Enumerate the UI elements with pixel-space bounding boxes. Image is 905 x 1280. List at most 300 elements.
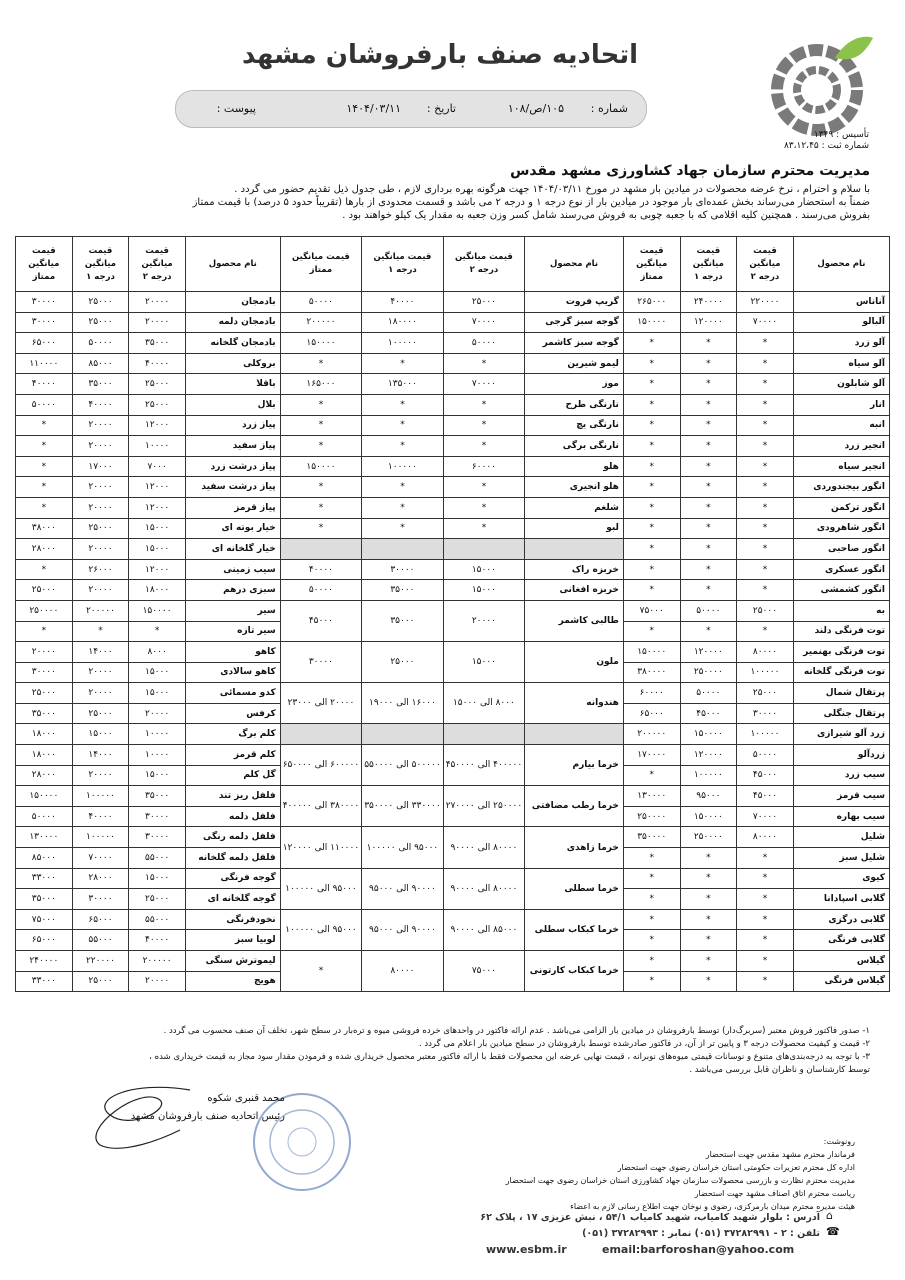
price-cell: ۲۵۰۰۰۰ bbox=[680, 827, 737, 848]
price-cell: ۱۲۰۰۰ bbox=[129, 477, 186, 498]
price-cell: ۱۷۰۰۰۰ bbox=[623, 745, 680, 766]
footer-website[interactable]: www.esbm.ir bbox=[486, 1243, 567, 1256]
price-cell: ۷۰۰۰۰ bbox=[443, 312, 525, 333]
product-name-cell: فلفل دلمه گلخانه bbox=[185, 848, 280, 869]
price-cell: ۱۸۰۰۰ bbox=[16, 724, 73, 745]
price-cell: * bbox=[680, 559, 737, 580]
price-cell: ۳۰۰۰۰ bbox=[280, 642, 362, 683]
product-name-cell: سبزی درهم bbox=[185, 580, 280, 601]
price-cell: * bbox=[737, 477, 794, 498]
price-cell: ۱۰۰۰۰ bbox=[129, 436, 186, 457]
product-name-cell: خربزه افغانی bbox=[525, 580, 624, 601]
price-cell: ۱۰۰۰۰۰ bbox=[72, 786, 129, 807]
price-cell: ۱۵۰۰۰۰ bbox=[680, 806, 737, 827]
price-cell: * bbox=[680, 456, 737, 477]
price-cell: ۱۴۰۰۰ bbox=[72, 745, 129, 766]
price-cell: ۱۰۰۰۰۰ bbox=[362, 333, 444, 354]
product-name-cell: گیلاس bbox=[793, 951, 889, 972]
price-cell: ۸۵۰۰۰ الی ۹۰۰۰۰ bbox=[443, 909, 525, 950]
price-cell: ۶۰۰۰۰ bbox=[443, 456, 525, 477]
price-cell: ۴۰۰۰۰ bbox=[362, 292, 444, 313]
price-cell: ۲۵۰۰۰ bbox=[443, 292, 525, 313]
price-cell: ۱۵۰۰۰ bbox=[129, 518, 186, 539]
price-cell: ۲۵۰۰۰ bbox=[362, 642, 444, 683]
price-cell: * bbox=[623, 436, 680, 457]
price-cell: * bbox=[623, 518, 680, 539]
product-name-cell: سیر تازه bbox=[185, 621, 280, 642]
number-value: ۱۰۵/ص/۱۰۸ bbox=[507, 102, 564, 115]
product-name-cell: کاهو bbox=[185, 642, 280, 663]
price-cell: ۱۱۰۰۰۰ الی ۱۲۰۰۰۰ bbox=[280, 827, 362, 868]
price-cell: ۳۳۰۰۰ bbox=[16, 868, 73, 889]
price-cell: ۱۸۰۰۰ bbox=[16, 745, 73, 766]
price-cell: ۲۴۰۰۰۰ bbox=[16, 951, 73, 972]
price-cell: ۷۰۰۰۰ bbox=[72, 848, 129, 869]
product-name-cell: نارنگی برگی bbox=[525, 436, 624, 457]
footer-email[interactable]: email:barforoshan@yahoo.com bbox=[602, 1243, 795, 1256]
price-cell: * bbox=[737, 415, 794, 436]
price-cell: ۲۰۰۰۰ الی ۲۳۰۰۰ bbox=[280, 683, 362, 724]
price-cell: ۱۵۰۰۰ bbox=[443, 580, 525, 601]
price-cell: * bbox=[280, 415, 362, 436]
product-name-cell: توت فرنگی بهنمیر bbox=[793, 642, 889, 663]
product-name-cell: کاهو سالادی bbox=[185, 662, 280, 683]
price-cell: * bbox=[737, 621, 794, 642]
price-cell: * bbox=[623, 971, 680, 992]
price-cell: * bbox=[623, 477, 680, 498]
price-cell: ۵۰۰۰۰ bbox=[16, 394, 73, 415]
table-row bbox=[16, 827, 890, 848]
price-cell: ۳۵۰۰۰۰ bbox=[623, 827, 680, 848]
price-cell: ۳۵۰۰۰ bbox=[362, 580, 444, 601]
price-cell: ۵۰۰۰۰ bbox=[443, 333, 525, 354]
empty-cell bbox=[280, 724, 362, 745]
established-year: تأسیس : ۱۳۴۹ bbox=[813, 130, 869, 140]
price-cell: ۸۵۰۰۰ bbox=[72, 353, 129, 374]
product-name-cell: فلفل دلمه bbox=[185, 806, 280, 827]
price-cell: ۲۴۰۰۰۰ bbox=[680, 292, 737, 313]
product-name-cell: گلابی فرنگی bbox=[793, 930, 889, 951]
price-cell: ۲۵۰۰۰ bbox=[737, 683, 794, 704]
header-price: قیمت میانگین درجه ۲ bbox=[737, 237, 794, 292]
product-name-cell: انبه bbox=[793, 415, 889, 436]
price-cell: ۲۵۰۰۰ bbox=[737, 600, 794, 621]
price-cell: ۲۰۰۰۰ bbox=[72, 683, 129, 704]
product-name-cell: انگور بیجندوردی bbox=[793, 477, 889, 498]
price-cell: * bbox=[623, 539, 680, 560]
number-label: شماره : bbox=[590, 102, 628, 115]
price-cell: ۲۰۰۰۰۰ bbox=[129, 951, 186, 972]
price-cell: ۲۰۰۰۰ bbox=[443, 600, 525, 641]
price-cell: ۴۰۰۰۰ bbox=[16, 374, 73, 395]
table-row bbox=[16, 539, 890, 560]
price-cell: * bbox=[443, 497, 525, 518]
price-cell: ۷۰۰۰۰ bbox=[737, 312, 794, 333]
price-cell: * bbox=[16, 621, 73, 642]
price-cell: ۱۵۰۰۰۰ bbox=[280, 333, 362, 354]
product-name-cell: سیب زمینی bbox=[185, 559, 280, 580]
price-cell: * bbox=[280, 497, 362, 518]
date-label: تاریخ : bbox=[426, 102, 456, 115]
price-cell: ۲۵۰۰۰ bbox=[72, 703, 129, 724]
price-cell: ۱۶۰۰۰ الی ۱۹۰۰۰ bbox=[362, 683, 444, 724]
cc-list: رونوشت: فرماندار محترم مشهد مقدس جهت استحضار اداره کل محترم تعزیرات حکومتی استان خراسان رضوی جهت استحضار مدیریت محترم نظارت و بازرسی محصولات سازمان جهاد کشاورزی استان خراسان رضوی جهت استحضار ریاست محترم اتاق اصناف مشهد جهت استحضار هیئت مدیره محترم میدان بارمرکزی، رضوی و نوخان جهت اطلاع رسانی لازم به اعضاء bbox=[505, 1137, 855, 1211]
product-name-cell: باقلا bbox=[185, 374, 280, 395]
product-name-cell: خیار گلخانه ای bbox=[185, 539, 280, 560]
table-row bbox=[16, 642, 890, 663]
price-cell: * bbox=[623, 559, 680, 580]
price-cell: * bbox=[280, 951, 362, 992]
price-cell: ۱۵۰۰۰۰ bbox=[129, 600, 186, 621]
price-cell: * bbox=[362, 518, 444, 539]
price-cell: ۵۰۰۰۰ bbox=[16, 806, 73, 827]
price-cell: ۱۲۰۰۰۰ bbox=[680, 312, 737, 333]
table-row bbox=[16, 415, 890, 436]
header-product-name: نام محصول bbox=[185, 237, 280, 292]
price-cell: * bbox=[680, 909, 737, 930]
price-cell: ۲۰۰۰۰ bbox=[72, 436, 129, 457]
price-cell: ۹۵۰۰۰ الی ۱۰۰۰۰۰ bbox=[280, 909, 362, 950]
price-cell: ۱۰۰۰۰۰ bbox=[680, 765, 737, 786]
empty-cell bbox=[362, 724, 444, 745]
price-table bbox=[15, 236, 890, 992]
product-name-cell: پیاز درشت سفید bbox=[185, 477, 280, 498]
header-price: قیمت میانگین درجه ۲ bbox=[129, 237, 186, 292]
price-cell: * bbox=[72, 621, 129, 642]
price-cell: ۶۵۰۰۰ bbox=[16, 333, 73, 354]
product-name-cell: شلیل سبز bbox=[793, 848, 889, 869]
signer-name: محمد قنبری شکوه bbox=[207, 1093, 285, 1104]
price-cell: * bbox=[362, 477, 444, 498]
price-cell: * bbox=[737, 436, 794, 457]
price-cell: ۱۳۰۰۰۰ bbox=[623, 786, 680, 807]
price-cell: ۲۸۰۰۰ bbox=[16, 539, 73, 560]
product-name-cell: لوبیا سبز bbox=[185, 930, 280, 951]
product-name-cell: فلفل ریز تند bbox=[185, 786, 280, 807]
price-cell: ۲۲۰۰۰۰ bbox=[72, 951, 129, 972]
product-name-cell: بادمجان گلخانه bbox=[185, 333, 280, 354]
price-cell: ۱۳۵۰۰۰ bbox=[362, 374, 444, 395]
table-row bbox=[16, 518, 890, 539]
product-name-cell: فلفل دلمه رنگی bbox=[185, 827, 280, 848]
table-row bbox=[16, 724, 890, 745]
price-cell: ۴۰۰۰۰ bbox=[72, 806, 129, 827]
price-cell: * bbox=[623, 580, 680, 601]
product-name-cell: گلابی اسپادانا bbox=[793, 889, 889, 910]
table-row bbox=[16, 600, 890, 621]
product-name-cell: موز bbox=[525, 374, 624, 395]
price-cell: ۶۰۰۰۰۰ الی ۶۵۰۰۰۰ bbox=[280, 745, 362, 786]
notes: ۱- صدور فاکتور فروش معتبر (سربرگ‌دار) توسط بارفروشان در میادین بار الزامی می‌باشد . عدم ارائه فاکتور در واحدهای خرده فروشی میوه و تره‌بار در سطح شهر، تخلف آن صنف محسوب می گردد . ۲- قیمت و کیفیت محصولات درجه ۳ و پایین تر از آن، در فاکتور صادرشده توسط بارفروشان در سطح میادین بار اعلام می گردد . ۳- با توجه به درجه‌بندی‌های متنوع و نوسانات قیمتی میوه‌های نوبرانه ، قیمت نهایی عرضه این محصولات فقط با ارائه فاکتور معتبر محصول خریداری شده و فرمودن مقدار سود مجاز به قیمت خریداری شده ، توسط کارشناسان و ناظران قابل بررسی می‌باشد . bbox=[149, 1026, 870, 1075]
price-cell: * bbox=[680, 951, 737, 972]
price-cell: ۹۵۰۰۰ الی ۱۰۰۰۰۰ bbox=[280, 868, 362, 909]
price-cell: ۲۰۰۰۰ bbox=[129, 971, 186, 992]
price-cell: ۳۵۰۰۰ bbox=[16, 889, 73, 910]
price-cell: * bbox=[680, 415, 737, 436]
price-cell: ۱۵۰۰۰۰ bbox=[16, 786, 73, 807]
price-cell: ۳۸۰۰۰۰ الی ۴۰۰۰۰۰ bbox=[280, 786, 362, 827]
price-cell: ۲۰۰۰۰ bbox=[129, 312, 186, 333]
price-cell: ۳۰۰۰۰ bbox=[16, 292, 73, 313]
price-cell: ۱۰۰۰۰۰ bbox=[737, 724, 794, 745]
product-name-cell: لیمو شیرین bbox=[525, 353, 624, 374]
price-cell: ۱۵۰۰۰ bbox=[443, 642, 525, 683]
price-cell: ۶۵۰۰۰ bbox=[72, 909, 129, 930]
price-cell: * bbox=[680, 868, 737, 889]
table-row bbox=[16, 559, 890, 580]
product-name-cell: شلغم bbox=[525, 497, 624, 518]
product-name-cell: بلال bbox=[185, 394, 280, 415]
table-row bbox=[16, 312, 890, 333]
price-cell: ۲۵۰۰۰ bbox=[129, 374, 186, 395]
price-cell: ۵۵۰۰۰ bbox=[129, 848, 186, 869]
price-cell: ۳۵۰۰۰ bbox=[362, 600, 444, 641]
price-cell: ۵۰۰۰۰ bbox=[280, 292, 362, 313]
table-row bbox=[16, 477, 890, 498]
price-cell: ۲۵۰۰۰ bbox=[129, 889, 186, 910]
price-cell: * bbox=[737, 497, 794, 518]
price-cell: ۱۵۰۰۰۰ bbox=[280, 456, 362, 477]
product-name-cell: انجیر زرد bbox=[793, 436, 889, 457]
product-name-cell: زردآلو bbox=[793, 745, 889, 766]
price-cell: ۴۰۰۰۰ bbox=[129, 930, 186, 951]
product-name-cell: نارنگی طرح bbox=[525, 394, 624, 415]
product-name-cell: انگور صاحبی bbox=[793, 539, 889, 560]
price-cell: * bbox=[680, 930, 737, 951]
price-cell: ۲۵۰۰۰۰ bbox=[623, 806, 680, 827]
price-cell: ۴۵۰۰۰ bbox=[680, 703, 737, 724]
price-cell: * bbox=[737, 580, 794, 601]
price-cell: * bbox=[680, 436, 737, 457]
price-cell: * bbox=[623, 909, 680, 930]
price-cell: * bbox=[623, 868, 680, 889]
price-cell: ۱۶۵۰۰۰ bbox=[280, 374, 362, 395]
product-name-cell: انگور کشمشی bbox=[793, 580, 889, 601]
price-cell: ۳۳۰۰۰۰ الی ۳۵۰۰۰۰ bbox=[362, 786, 444, 827]
price-cell: ۲۲۰۰۰۰ bbox=[737, 292, 794, 313]
price-cell: ۲۰۰۰۰ bbox=[72, 497, 129, 518]
product-name-cell: خرما رطب مضافتی bbox=[525, 786, 624, 827]
price-cell: ۵۵۰۰۰ bbox=[129, 909, 186, 930]
product-name-cell: آلو زرد bbox=[793, 333, 889, 354]
price-cell: ۱۵۰۰۰۰ bbox=[623, 312, 680, 333]
footer-contact bbox=[480, 1210, 820, 1242]
price-cell: ۱۲۰۰۰۰ bbox=[680, 642, 737, 663]
table-row bbox=[16, 456, 890, 477]
price-cell: ۳۳۰۰۰ bbox=[16, 971, 73, 992]
product-name-cell: بادمجان دلمه bbox=[185, 312, 280, 333]
price-cell: ۲۵۰۰۰ bbox=[129, 394, 186, 415]
price-cell: ۱۰۰۰۰۰ bbox=[737, 662, 794, 683]
table-row bbox=[16, 353, 890, 374]
price-cell: * bbox=[280, 353, 362, 374]
empty-cell bbox=[443, 539, 525, 560]
price-cell: * bbox=[737, 539, 794, 560]
header-price: قیمت میانگین درجه ۱ bbox=[680, 237, 737, 292]
price-cell: ۹۰۰۰۰ الی ۹۵۰۰۰ bbox=[362, 909, 444, 950]
price-cell: ۲۶۵۰۰۰ bbox=[623, 292, 680, 313]
price-cell: ۱۵۰۰۰۰ bbox=[623, 642, 680, 663]
product-name-cell: لیموترش سنگی bbox=[185, 951, 280, 972]
price-cell: * bbox=[680, 848, 737, 869]
product-name-cell: انار bbox=[793, 394, 889, 415]
price-cell: ۸۰۰۰ bbox=[129, 642, 186, 663]
product-name-cell: پرتقال جنگلی bbox=[793, 703, 889, 724]
price-cell: ۲۵۰۰۰ bbox=[72, 518, 129, 539]
product-name-cell: هلو انجیری bbox=[525, 477, 624, 498]
product-name-cell: خرما بیارم bbox=[525, 745, 624, 786]
product-name-cell: پیاز درشت زرد bbox=[185, 456, 280, 477]
phone-icon: ☎ bbox=[826, 1225, 840, 1238]
table-row bbox=[16, 374, 890, 395]
price-cell: ۹۵۰۰۰ الی ۱۰۰۰۰۰ bbox=[362, 827, 444, 868]
price-cell: * bbox=[362, 394, 444, 415]
price-cell: * bbox=[623, 889, 680, 910]
price-cell: ۲۰۰۰۰ bbox=[72, 477, 129, 498]
price-cell: * bbox=[280, 518, 362, 539]
product-name-cell: گریپ فروت bbox=[525, 292, 624, 313]
product-name-cell: آناناس bbox=[793, 292, 889, 313]
price-cell: * bbox=[680, 497, 737, 518]
product-name-cell: خرما کبکاب سطلی bbox=[525, 909, 624, 950]
product-name-cell: گوجه فرنگی bbox=[185, 868, 280, 889]
product-name-cell: گیلاس فرنگی bbox=[793, 971, 889, 992]
price-cell: ۳۰۰۰۰ bbox=[129, 827, 186, 848]
price-cell: ۵۰۰۰۰۰ الی ۵۵۰۰۰۰ bbox=[362, 745, 444, 786]
price-cell: ۳۰۰۰۰ bbox=[362, 559, 444, 580]
header-price: قیمت میانگین درجه ۱ bbox=[72, 237, 129, 292]
price-cell: ۲۰۰۰۰ bbox=[16, 642, 73, 663]
table-row bbox=[16, 786, 890, 807]
price-cell: * bbox=[737, 456, 794, 477]
product-name-cell: گوجه سبز کاشمر bbox=[525, 333, 624, 354]
header-price: قیمت میانگین ممتاز bbox=[16, 237, 73, 292]
price-cell: * bbox=[443, 415, 525, 436]
price-cell: * bbox=[737, 868, 794, 889]
price-cell: * bbox=[280, 394, 362, 415]
price-cell: ۲۵۰۰۰ bbox=[72, 312, 129, 333]
price-cell: ۲۵۰۰۰ bbox=[72, 971, 129, 992]
price-cell: ۱۵۰۰۰ bbox=[72, 724, 129, 745]
price-cell: * bbox=[443, 436, 525, 457]
product-name-cell: گوجه سبز گرجی bbox=[525, 312, 624, 333]
page-title: اتحادیه صنف بارفروشان مشهد bbox=[241, 40, 639, 70]
attachment-label: پیوست : bbox=[216, 102, 256, 115]
price-cell: * bbox=[16, 415, 73, 436]
price-cell: * bbox=[680, 353, 737, 374]
product-name-cell: پیاز زرد bbox=[185, 415, 280, 436]
price-cell: ۲۵۰۰۰ bbox=[72, 292, 129, 313]
price-cell: * bbox=[737, 353, 794, 374]
product-name-cell: گوجه گلخانه ای bbox=[185, 889, 280, 910]
price-cell: * bbox=[680, 971, 737, 992]
table-header-row bbox=[16, 237, 890, 292]
price-cell: ۱۸۰۰۰۰ bbox=[362, 312, 444, 333]
price-cell: * bbox=[737, 333, 794, 354]
price-cell: ۵۰۰۰۰ bbox=[280, 580, 362, 601]
intro-text: با سلام و احترام ، نرخ عرضه محصولات در میادین بار مشهد در مورخ ۱۴۰۴/۰۳/۱۱ جهت هرگونه بهره برداری لازم ، طی جدول ذیل تقدیم حضور می گردد . ضمناً به استحضار می‌رساند بخش عمده‌ای بار موجود در میادین بار از نوع درجه ۱ و درجه ۲ می باشد و قسمت محدودی از بارها (تقریباً حدود ۵ درصد) با قیمت ممتاز بفروش می‌رسند . همچنین کلیه اقلامی که با جعبه چوبی به فروش می‌رسند شامل کسر وزن جعبه به مقدار یک کیلو خواهند بود . bbox=[192, 184, 870, 221]
table-row bbox=[16, 333, 890, 354]
table-row bbox=[16, 580, 890, 601]
price-cell: ۱۲۰۰۰ bbox=[129, 497, 186, 518]
price-cell: * bbox=[16, 497, 73, 518]
price-cell: ۴۰۰۰۰۰ الی ۴۵۰۰۰۰ bbox=[443, 745, 525, 786]
price-cell: * bbox=[623, 848, 680, 869]
price-cell: * bbox=[443, 477, 525, 498]
price-cell: ۱۰۰۰۰۰ bbox=[362, 456, 444, 477]
price-cell: ۱۵۰۰۰ bbox=[443, 559, 525, 580]
price-cell: ۷۵۰۰۰ bbox=[16, 909, 73, 930]
table-row bbox=[16, 909, 890, 930]
price-cell: * bbox=[680, 889, 737, 910]
price-cell: ۳۰۰۰۰ bbox=[16, 312, 73, 333]
table-row bbox=[16, 394, 890, 415]
price-cell: ۱۵۰۰۰ bbox=[129, 662, 186, 683]
table-row bbox=[16, 951, 890, 972]
price-cell: ۴۵۰۰۰ bbox=[280, 600, 362, 641]
price-cell: ۱۰۰۰۰ bbox=[129, 745, 186, 766]
price-cell: ۲۰۰۰۰ bbox=[72, 539, 129, 560]
price-cell: ۱۴۰۰۰ bbox=[72, 642, 129, 663]
price-cell: * bbox=[623, 456, 680, 477]
signer-role: رئیس اتحادیه صنف بارفروشان مشهد bbox=[130, 1111, 285, 1122]
price-cell: ۵۰۰۰۰ bbox=[680, 600, 737, 621]
table-row bbox=[16, 292, 890, 313]
empty-cell bbox=[525, 724, 624, 745]
price-cell: ۲۰۰۰۰۰ bbox=[72, 600, 129, 621]
price-cell: ۷۵۰۰۰ bbox=[443, 951, 525, 992]
product-name-cell: شلیل bbox=[793, 827, 889, 848]
empty-cell bbox=[443, 724, 525, 745]
price-cell: ۲۸۰۰۰ bbox=[72, 868, 129, 889]
price-cell: ۹۵۰۰۰ bbox=[680, 786, 737, 807]
price-cell: ۱۸۰۰۰ bbox=[129, 580, 186, 601]
price-cell: ۵۰۰۰۰ bbox=[680, 683, 737, 704]
price-cell: ۱۲۰۰۰ bbox=[129, 559, 186, 580]
price-cell: ۱۵۰۰۰ bbox=[129, 539, 186, 560]
date-value: ۱۴۰۴/۰۳/۱۱ bbox=[346, 102, 401, 115]
price-cell: ۱۵۰۰۰ bbox=[129, 868, 186, 889]
product-name-cell: کلم قرمز bbox=[185, 745, 280, 766]
price-cell: ۶۵۰۰۰ bbox=[16, 930, 73, 951]
price-cell: ۳۰۰۰۰ bbox=[129, 806, 186, 827]
price-cell: ۲۵۰۰۰ bbox=[16, 683, 73, 704]
price-cell: ۲۰۰۰۰۰ bbox=[280, 312, 362, 333]
price-cell: ۳۸۰۰۰۰ bbox=[623, 662, 680, 683]
product-name-cell: لبو bbox=[525, 518, 624, 539]
price-cell: ۴۰۰۰۰ bbox=[280, 559, 362, 580]
price-cell: ۲۰۰۰۰ bbox=[72, 580, 129, 601]
price-cell: * bbox=[737, 971, 794, 992]
price-cell: ۴۵۰۰۰ bbox=[737, 765, 794, 786]
price-cell: ۲۶۰۰۰ bbox=[72, 559, 129, 580]
price-cell: * bbox=[16, 559, 73, 580]
price-cell: ۷۰۰۰۰ bbox=[443, 374, 525, 395]
header-price: قیمت میانگین درجه ۲ bbox=[443, 237, 525, 292]
product-name-cell: پیاز قرمز bbox=[185, 497, 280, 518]
product-name-cell: بروکلی bbox=[185, 353, 280, 374]
product-name-cell: آلو شابلون bbox=[793, 374, 889, 395]
price-cell: * bbox=[623, 394, 680, 415]
product-name-cell: خربزه راک bbox=[525, 559, 624, 580]
price-cell: * bbox=[623, 951, 680, 972]
table-row bbox=[16, 683, 890, 704]
recipient: مدیریت محترم سازمان جهاد کشاورزی مشهد مقدس bbox=[510, 163, 870, 179]
price-cell: ۲۵۰۰۰ bbox=[16, 580, 73, 601]
price-cell: * bbox=[737, 889, 794, 910]
product-name-cell: سیب زرد bbox=[793, 765, 889, 786]
price-cell: ۴۰۰۰۰ bbox=[129, 353, 186, 374]
